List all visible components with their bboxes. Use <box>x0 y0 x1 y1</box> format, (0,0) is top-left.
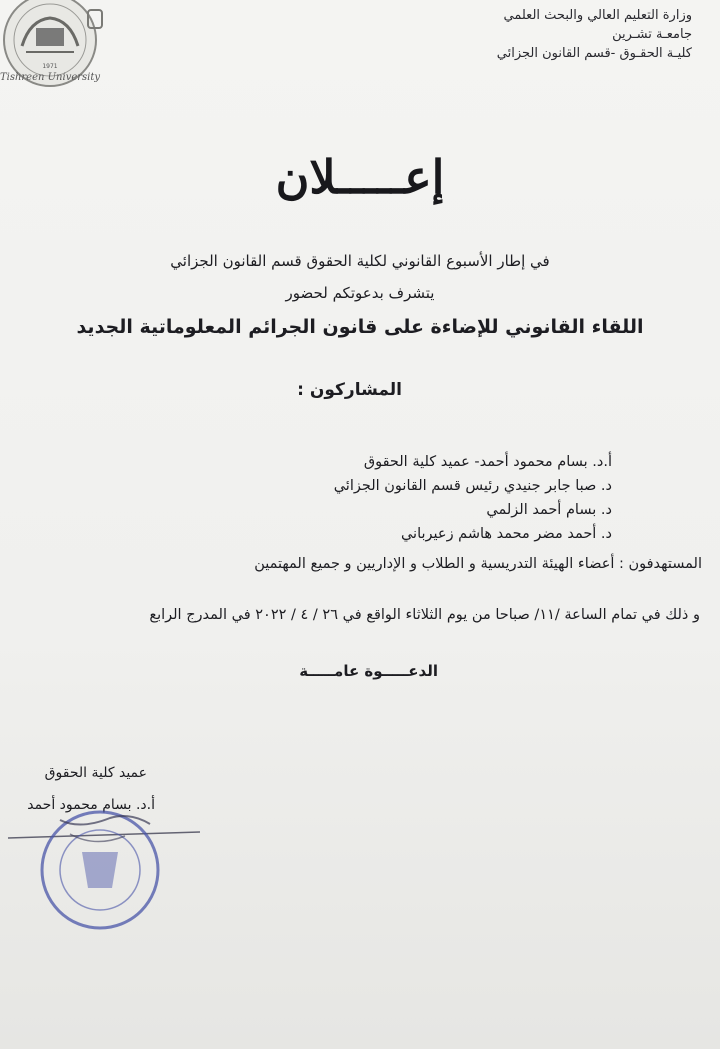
intro-line-1: في إطار الأسبوع القانوني لكلية الحقوق قسم القانون الجزائي <box>170 252 550 270</box>
logo-year: 1971 <box>42 63 58 70</box>
ministry-name: وزارة التعليم العالي والبحث العلمي <box>503 8 692 23</box>
participant-item: د. أحمد مضر محمد هاشم زعيرباني <box>400 526 612 542</box>
signer-title: عميد كلية الحقوق <box>44 765 147 781</box>
event-title: اللقاء القانوني للإضاءة على قانون الجرائم المعلوماتية الجديد <box>76 316 644 338</box>
participant-item: أ.د. بسام محمود أحمد- عميد كلية الحقوق <box>363 454 612 470</box>
announcement-title: إعـــــلان <box>275 150 445 204</box>
signer-name: أ.د. بسام محمود أحمد <box>27 797 155 813</box>
participant-item: د. بسام أحمد الزلمي <box>486 502 612 518</box>
participants-heading: المشاركون : <box>297 380 402 400</box>
participant-item: د. صبا جابر جنيدي رئيس قسم القانون الجزائي <box>333 478 612 494</box>
participants-list <box>334 450 612 546</box>
official-stamp <box>0 790 210 940</box>
event-details: و ذلك في تمام الساعة /١١/ صباحا من يوم الثلاثاء الواقع في ٢٦ / ٤ / ٢٠٢٢ في المدرج الرابع <box>149 607 700 623</box>
invitation-note: الدعـــــوة عامـــــة <box>299 662 438 680</box>
university-name: جامعـة تشـرين <box>612 27 692 42</box>
intro-line-2: يتشرف بدعوتكم لحضور <box>285 284 435 302</box>
faculty-name: كليـة الحقـوق -قسم القانون الجزائي <box>496 46 692 61</box>
logo-text: Tishreen University <box>0 72 101 83</box>
institution-header <box>352 6 692 63</box>
target-audience: المستهدفون : أعضاء الهيئة التدريسية و الطلاب و الإداريين و جميع المهتمين <box>254 556 702 572</box>
university-logo <box>0 0 110 92</box>
